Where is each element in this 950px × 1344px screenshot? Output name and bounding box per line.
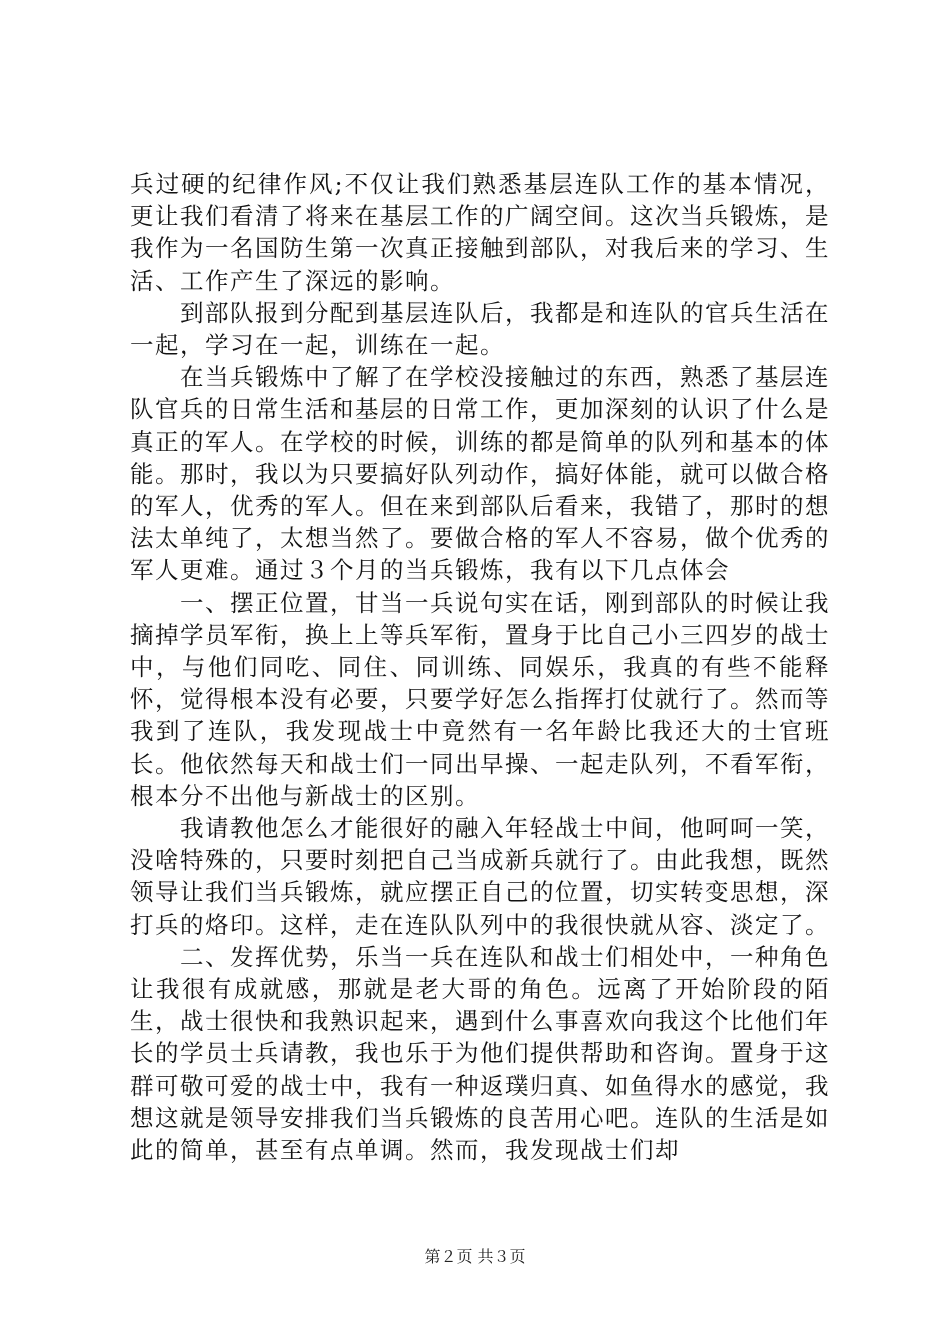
paragraph-3: 在当兵锻炼中了解了在学校没接触过的东西，熟悉了基层连队官兵的日常生活和基层的日常工作，更加深刻的认识了什么是真正的军人。在学校的时候，训练的都是简单的队列和基本的体能。那时，我以为只要搞好队列动作，搞好体能，就可以做合格的军人，优秀的军人。但在来到部队后看来，我错了，那时的想法太单纯了，太想当然了。要做合格的军人不容易，做个优秀的军人更难。通过３个月的当兵锻炼，我有以下几点体会	[130, 363, 830, 585]
paragraph-5: 我请教他怎么才能很好的融入年轻战士中间，他呵呵一笑，没啥特殊的，只要时刻把自己当成新兵就行了。由此我想，既然领导让我们当兵锻炼，就应摆正自己的位置，切实转变思想，深打兵的烙印。这样，走在连队队列中的我很快就从容、淡定了。	[130, 814, 830, 939]
paragraph-1: 兵过硬的纪律作风;不仅让我们熟悉基层连队工作的基本情况，更让我们看清了将来在基层工作的广阔空间。这次当兵锻炼，是我作为一名国防生第一次真正接触到部队，对我后来的学习、生活、工作产生了深远的影响。	[130, 170, 830, 295]
paragraph-6: 二、发挥优势，乐当一兵在连队和战士们相处中，一种角色让我很有成就感，那就是老大哥的角色。远离了开始阶段的陌生，战士很快和我熟识起来，遇到什么事喜欢向我这个比他们年长的学员士兵请教，我也乐于为他们提供帮助和咨询。置身于这群可敬可爱的战士中，我有一种返璞归真、如鱼得水的感觉，我想这就是领导安排我们当兵锻炼的良苦用心吧。连队的生活是如此的简单，甚至有点单调。然而，我发现战士们却	[130, 942, 830, 1165]
document-body	[130, 168, 830, 1166]
paragraph-4: 一、摆正位置，甘当一兵说句实在话，刚到部队的时候让我摘掉学员军衔，换上上等兵军衔，置身于比自己小三四岁的战士中，与他们同吃、同住、同训练、同娱乐，我真的有些不能释怀，觉得根本没有必要，只要学好怎么指挥打仗就行了。然而等我到了连队，我发现战士中竟然有一名年龄比我还大的士官班长。他依然每天和战士们一同出早操、一起走队列，不看军衔，根本分不出他与新战士的区别。	[130, 588, 830, 810]
paragraph-2: 到部队报到分配到基层连队后，我都是和连队的官兵生活在一起，学习在一起，训练在一起。	[130, 298, 830, 360]
page-footer: 第２页 共３页	[424, 1247, 526, 1266]
